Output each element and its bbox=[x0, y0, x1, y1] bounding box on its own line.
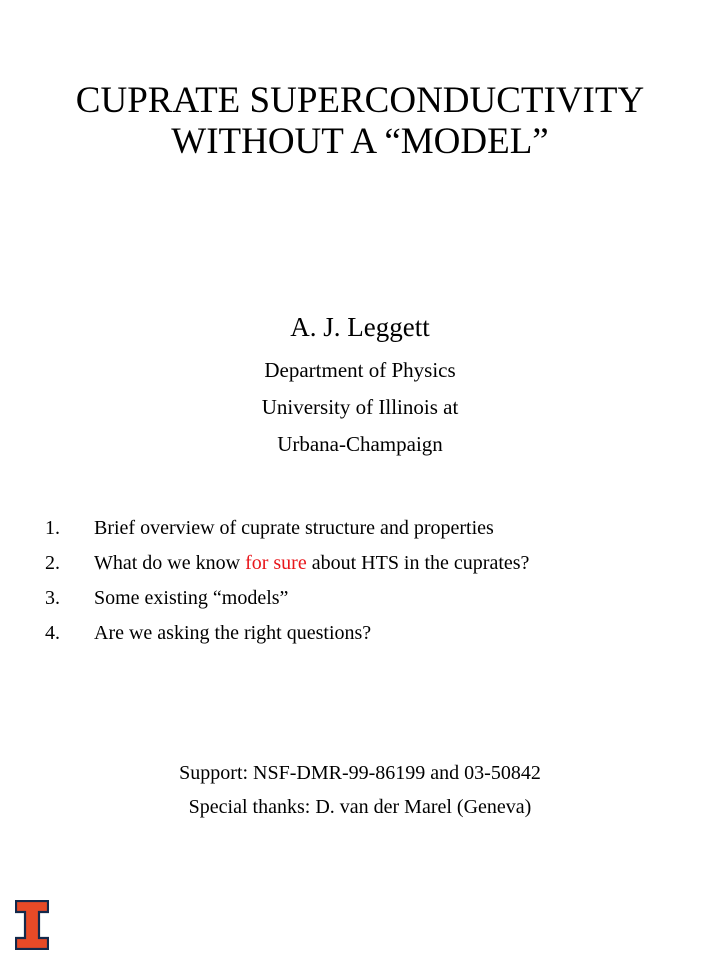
outline-item bbox=[0, 583, 720, 618]
outline-item-number: 2. bbox=[45, 552, 60, 574]
illinois-block-i-icon bbox=[15, 900, 49, 950]
thanks-line: Special thanks: D. van der Marel (Geneva) bbox=[188, 796, 532, 818]
outline-item bbox=[0, 548, 720, 583]
logo-shape bbox=[16, 901, 48, 949]
outline-item-number: 4. bbox=[45, 622, 60, 644]
outline-item-text-pre: What do we know bbox=[94, 552, 246, 574]
support-line: Support: NSF-DMR-99-86199 and 03-50842 bbox=[179, 762, 541, 784]
title-line-1: CUPRATE SUPERCONDUCTIVITY bbox=[75, 80, 645, 121]
outline-item-text-post: about HTS in the cuprates? bbox=[306, 552, 530, 574]
slide-title bbox=[0, 80, 720, 162]
affiliation-location: Urbana-Champaign bbox=[277, 432, 443, 456]
outline-item-number: 1. bbox=[45, 517, 60, 539]
outline-list bbox=[0, 513, 720, 653]
outline-item-text: Some existing “models” bbox=[94, 587, 289, 609]
outline-item-highlight: for sure bbox=[245, 552, 307, 574]
affiliation-department: Department of Physics bbox=[264, 358, 456, 382]
outline-item-text: Brief overview of cuprate structure and properties bbox=[94, 517, 494, 539]
outline-item bbox=[0, 618, 720, 653]
title-line-2: WITHOUT A “MODEL” bbox=[171, 121, 549, 162]
acknowledgements bbox=[0, 756, 720, 824]
outline-item-text: Are we asking the right questions? bbox=[94, 622, 372, 644]
outline-item-text bbox=[94, 548, 529, 578]
outline-item-number: 3. bbox=[45, 587, 60, 609]
author-block bbox=[0, 309, 720, 463]
affiliation-university: University of Illinois at bbox=[261, 395, 459, 419]
outline-item bbox=[0, 513, 720, 548]
author-name: A. J. Leggett bbox=[290, 312, 430, 342]
